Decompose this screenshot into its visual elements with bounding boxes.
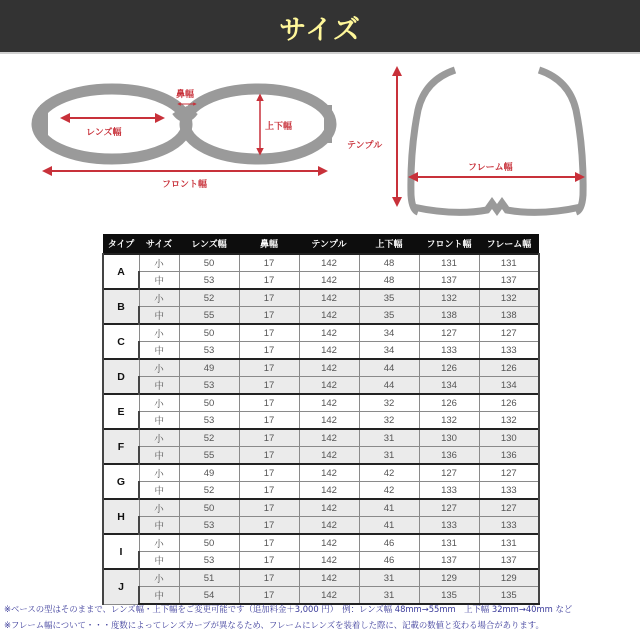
cell-nose: 17 <box>239 534 299 552</box>
header-frame-width: フレーム幅 <box>479 234 539 254</box>
cell-type: I <box>103 534 139 569</box>
cell-nose: 17 <box>239 307 299 325</box>
cell-size: 小 <box>139 359 179 377</box>
cell-size: 小 <box>139 289 179 307</box>
cell-temple: 142 <box>299 587 359 605</box>
cell-vertical: 42 <box>359 464 419 482</box>
table-row <box>103 324 539 342</box>
cell-size: 小 <box>139 394 179 412</box>
cell-size: 中 <box>139 447 179 465</box>
cell-vertical: 41 <box>359 499 419 517</box>
cell-nose: 17 <box>239 342 299 360</box>
table-row <box>103 429 539 447</box>
title-bar <box>0 0 640 54</box>
cell-nose: 17 <box>239 272 299 290</box>
cell-vertical: 32 <box>359 412 419 430</box>
cell-size: 中 <box>139 307 179 325</box>
cell-temple: 142 <box>299 324 359 342</box>
cell-size: 小 <box>139 464 179 482</box>
cell-temple: 142 <box>299 517 359 535</box>
cell-lens: 53 <box>179 377 239 395</box>
cell-vertical: 48 <box>359 254 419 272</box>
cell-type: B <box>103 289 139 324</box>
cell-temple: 142 <box>299 412 359 430</box>
cell-size: 小 <box>139 569 179 587</box>
cell-type: D <box>103 359 139 394</box>
table-row <box>103 569 539 587</box>
label-temple: テンプル <box>347 141 383 151</box>
cell-size: 中 <box>139 517 179 535</box>
table-row <box>103 359 539 377</box>
cell-frame: 137 <box>479 552 539 570</box>
cell-lens: 52 <box>179 289 239 307</box>
cell-size: 中 <box>139 587 179 605</box>
cell-frame: 130 <box>479 429 539 447</box>
size-table <box>102 234 538 605</box>
cell-vertical: 42 <box>359 482 419 500</box>
cell-vertical: 41 <box>359 517 419 535</box>
cell-front: 134 <box>419 377 479 395</box>
cell-front: 133 <box>419 482 479 500</box>
header-type: タイプ <box>103 234 139 254</box>
cell-type: C <box>103 324 139 359</box>
cell-frame: 136 <box>479 447 539 465</box>
cell-temple: 142 <box>299 534 359 552</box>
cell-lens: 55 <box>179 307 239 325</box>
cell-nose: 17 <box>239 464 299 482</box>
table-row <box>103 412 539 430</box>
cell-temple: 142 <box>299 482 359 500</box>
header-lens-width: レンズ幅 <box>179 234 239 254</box>
cell-temple: 142 <box>299 464 359 482</box>
cell-frame: 131 <box>479 254 539 272</box>
cell-front: 127 <box>419 324 479 342</box>
top-view-frame <box>411 70 583 212</box>
cell-lens: 52 <box>179 482 239 500</box>
cell-front: 127 <box>419 499 479 517</box>
cell-temple: 142 <box>299 254 359 272</box>
cell-lens: 50 <box>179 394 239 412</box>
cell-size: 小 <box>139 499 179 517</box>
cell-type: H <box>103 499 139 534</box>
cell-nose: 17 <box>239 377 299 395</box>
cell-frame: 134 <box>479 377 539 395</box>
cell-size: 中 <box>139 552 179 570</box>
cell-nose: 17 <box>239 587 299 605</box>
cell-nose: 17 <box>239 254 299 272</box>
cell-temple: 142 <box>299 307 359 325</box>
cell-size: 中 <box>139 377 179 395</box>
table-row <box>103 482 539 500</box>
cell-frame: 138 <box>479 307 539 325</box>
table-row <box>103 464 539 482</box>
label-nose-width: 鼻幅 <box>176 90 195 100</box>
page-title: サイズ <box>279 15 361 46</box>
note-customization: ※ベースの型はそのままで、レンズ幅・上下幅をご変更可能です（追加料金＋3,000 円） 例：レンズ幅 48mm→55mm 上下幅 32mm→40mm など <box>4 604 573 614</box>
cell-temple: 142 <box>299 499 359 517</box>
cell-nose: 17 <box>239 482 299 500</box>
cell-front: 129 <box>419 569 479 587</box>
cell-temple: 142 <box>299 447 359 465</box>
cell-frame: 129 <box>479 569 539 587</box>
cell-lens: 51 <box>179 569 239 587</box>
table-row <box>103 447 539 465</box>
cell-front: 126 <box>419 394 479 412</box>
cell-type: J <box>103 569 139 604</box>
table-row <box>103 254 539 272</box>
cell-lens: 50 <box>179 254 239 272</box>
table-row <box>103 517 539 535</box>
cell-nose: 17 <box>239 447 299 465</box>
cell-size: 小 <box>139 324 179 342</box>
header-temple: テンプル <box>299 234 359 254</box>
cell-frame: 131 <box>479 534 539 552</box>
cell-vertical: 31 <box>359 569 419 587</box>
cell-temple: 142 <box>299 272 359 290</box>
cell-lens: 49 <box>179 464 239 482</box>
cell-lens: 54 <box>179 587 239 605</box>
cell-type: A <box>103 254 139 289</box>
cell-temple: 142 <box>299 342 359 360</box>
cell-front: 131 <box>419 254 479 272</box>
cell-front: 132 <box>419 289 479 307</box>
cell-size: 中 <box>139 272 179 290</box>
cell-frame: 137 <box>479 272 539 290</box>
table-row <box>103 307 539 325</box>
cell-vertical: 31 <box>359 447 419 465</box>
cell-vertical: 44 <box>359 377 419 395</box>
label-front-width: フロント幅 <box>162 180 208 190</box>
table-row <box>103 552 539 570</box>
cell-front: 133 <box>419 342 479 360</box>
table-row <box>103 272 539 290</box>
cell-vertical: 48 <box>359 272 419 290</box>
header-nose-width: 鼻幅 <box>239 234 299 254</box>
cell-front: 137 <box>419 552 479 570</box>
cell-lens: 53 <box>179 412 239 430</box>
label-lens-width: レンズ幅 <box>86 128 122 138</box>
cell-size: 小 <box>139 534 179 552</box>
cell-front: 138 <box>419 307 479 325</box>
cell-nose: 17 <box>239 517 299 535</box>
cell-front: 136 <box>419 447 479 465</box>
table-header-row <box>103 234 539 254</box>
cell-type: G <box>103 464 139 499</box>
cell-front: 135 <box>419 587 479 605</box>
table-row <box>103 394 539 412</box>
cell-frame: 127 <box>479 499 539 517</box>
cell-lens: 55 <box>179 447 239 465</box>
cell-size: 中 <box>139 412 179 430</box>
cell-vertical: 46 <box>359 552 419 570</box>
cell-vertical: 46 <box>359 534 419 552</box>
table-row <box>103 342 539 360</box>
note-frame-width: ※フレーム幅について・・・度数によってレンズカーブが異なるため、フレームにレンズを装着した際に、記載の数値と変わる場合があります。 <box>4 620 544 630</box>
cell-lens: 53 <box>179 342 239 360</box>
cell-frame: 126 <box>479 359 539 377</box>
cell-frame: 133 <box>479 342 539 360</box>
cell-frame: 126 <box>479 394 539 412</box>
cell-front: 137 <box>419 272 479 290</box>
glasses-illustration <box>0 56 640 226</box>
cell-temple: 142 <box>299 377 359 395</box>
size-diagram <box>0 56 640 226</box>
header-front-width: フロント幅 <box>419 234 479 254</box>
cell-temple: 142 <box>299 394 359 412</box>
cell-nose: 17 <box>239 499 299 517</box>
cell-lens: 50 <box>179 324 239 342</box>
cell-temple: 142 <box>299 569 359 587</box>
cell-nose: 17 <box>239 324 299 342</box>
cell-lens: 53 <box>179 517 239 535</box>
cell-vertical: 32 <box>359 394 419 412</box>
cell-nose: 17 <box>239 412 299 430</box>
cell-nose: 17 <box>239 429 299 447</box>
cell-vertical: 35 <box>359 307 419 325</box>
table-body <box>103 254 539 604</box>
cell-frame: 133 <box>479 482 539 500</box>
table-row <box>103 289 539 307</box>
cell-front: 127 <box>419 464 479 482</box>
cell-frame: 127 <box>479 324 539 342</box>
cell-lens: 49 <box>179 359 239 377</box>
table-row <box>103 499 539 517</box>
table-row <box>103 377 539 395</box>
cell-temple: 142 <box>299 289 359 307</box>
cell-nose: 17 <box>239 552 299 570</box>
cell-front: 133 <box>419 517 479 535</box>
cell-lens: 53 <box>179 552 239 570</box>
cell-front: 131 <box>419 534 479 552</box>
cell-lens: 52 <box>179 429 239 447</box>
cell-size: 小 <box>139 429 179 447</box>
cell-nose: 17 <box>239 394 299 412</box>
cell-lens: 53 <box>179 272 239 290</box>
header-size: サイズ <box>139 234 179 254</box>
cell-frame: 132 <box>479 289 539 307</box>
label-frame-width: フレーム幅 <box>468 163 513 173</box>
cell-lens: 50 <box>179 534 239 552</box>
cell-vertical: 34 <box>359 342 419 360</box>
cell-frame: 135 <box>479 587 539 605</box>
cell-size: 小 <box>139 254 179 272</box>
cell-vertical: 34 <box>359 324 419 342</box>
cell-vertical: 44 <box>359 359 419 377</box>
cell-nose: 17 <box>239 569 299 587</box>
cell-front: 126 <box>419 359 479 377</box>
cell-vertical: 31 <box>359 587 419 605</box>
cell-type: E <box>103 394 139 429</box>
cell-front: 130 <box>419 429 479 447</box>
label-vertical-width: 上下幅 <box>265 122 293 132</box>
cell-temple: 142 <box>299 359 359 377</box>
cell-nose: 17 <box>239 359 299 377</box>
header-vertical-width: 上下幅 <box>359 234 419 254</box>
cell-frame: 127 <box>479 464 539 482</box>
cell-vertical: 35 <box>359 289 419 307</box>
cell-front: 132 <box>419 412 479 430</box>
cell-vertical: 31 <box>359 429 419 447</box>
cell-size: 中 <box>139 482 179 500</box>
cell-frame: 133 <box>479 517 539 535</box>
cell-type: F <box>103 429 139 464</box>
cell-nose: 17 <box>239 289 299 307</box>
cell-temple: 142 <box>299 429 359 447</box>
cell-frame: 132 <box>479 412 539 430</box>
cell-temple: 142 <box>299 552 359 570</box>
cell-size: 中 <box>139 342 179 360</box>
cell-lens: 50 <box>179 499 239 517</box>
table-row <box>103 534 539 552</box>
footnotes <box>4 601 640 633</box>
